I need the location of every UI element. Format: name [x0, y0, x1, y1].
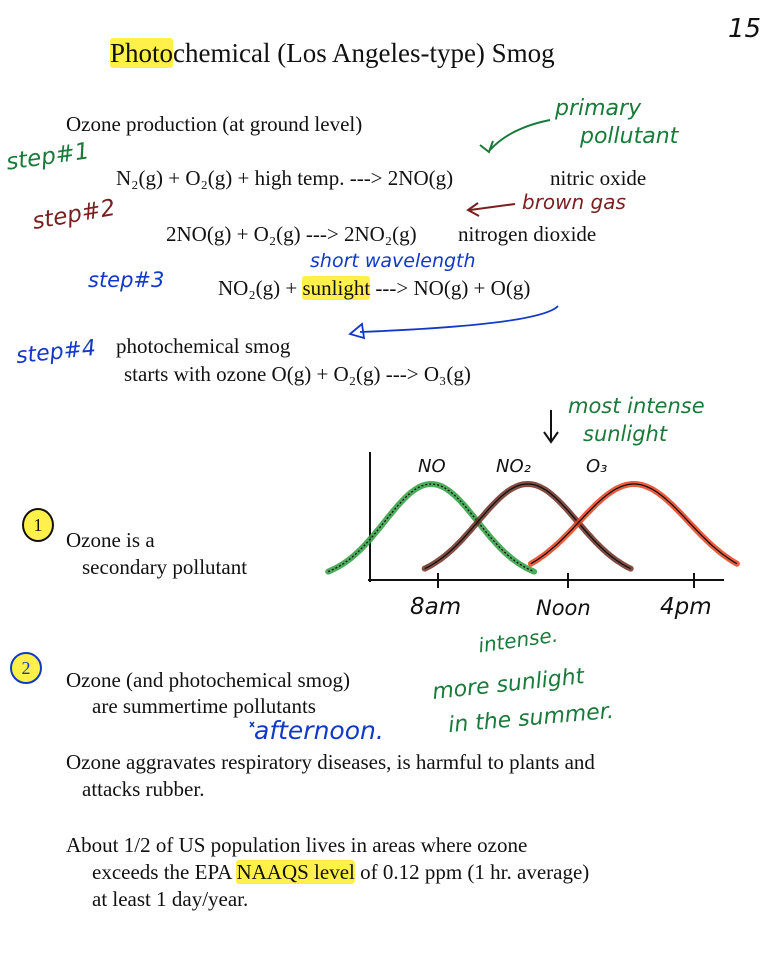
chart-x-tick-noon: Noon — [536, 596, 591, 620]
chart-x-tick-4pm: 4pm — [660, 594, 712, 620]
point-1-badge: 1 — [22, 508, 54, 542]
annotation-most-intense: most intense — [568, 394, 705, 418]
step-1-label: step#1 — [4, 138, 92, 176]
paragraph-2-line2b: of 0.12 ppm (1 hr. average) — [354, 860, 590, 884]
step-4-line2: starts with ozone O(g) + O₂(g) ---> O₃(g) — [124, 362, 471, 386]
paragraph-2-line2a: exceeds the EPA — [92, 860, 237, 884]
step-2-name: nitrogen dioxide — [458, 222, 597, 246]
annotation-brown-gas: brown gas — [522, 190, 626, 214]
intro-text: Ozone production (at ground level) — [66, 112, 363, 136]
arrowhead-primary-pollutant — [480, 141, 493, 152]
point-2-line2: are summertime pollutants — [92, 694, 316, 718]
step-3-eq-b: ---> NO(g) + O(g) — [375, 276, 531, 300]
paragraph-1-line1: Ozone aggravates respiratory diseases, is harmful to plants and — [66, 750, 595, 774]
chart-series-2-line — [531, 484, 737, 564]
point-1-line2: secondary pollutant — [82, 555, 248, 579]
chart-x-tick-8am: 8am — [410, 594, 462, 620]
arrow-primary-pollutant — [490, 120, 550, 150]
step-4-line1: photochemical smog — [116, 334, 291, 358]
annotation-primary: primary — [555, 96, 642, 121]
annotation-short-wavelength: short wavelength — [310, 250, 476, 272]
step-3-eq-a: NO₂(g) + — [218, 276, 298, 300]
point-2-badge: 2 — [10, 652, 42, 684]
naaqs-highlight: NAAQS level — [236, 860, 355, 884]
title-rest: chemical (Los Angeles-type) Smog — [173, 38, 555, 68]
sunlight-highlight: sunlight — [302, 276, 371, 300]
page-number: 15 — [728, 14, 762, 44]
annotation-intense: intense. — [476, 622, 560, 658]
annotation-sunlight: sunlight — [583, 422, 668, 446]
chart-series-2-fill-stroke — [531, 484, 737, 564]
chart-curves — [328, 484, 737, 572]
chart-series-label-no: NO — [418, 456, 446, 477]
point-2-line1: Ozone (and photochemical smog) — [66, 668, 350, 692]
annotation-more-sunlight: more sunlight — [431, 664, 586, 705]
paragraph-1-line2: attacks rubber. — [82, 777, 205, 801]
point-1-line1: Ozone is a — [66, 528, 155, 552]
annotation-in-summer: in the summer. — [447, 698, 615, 739]
step-2-label: step#2 — [30, 194, 118, 236]
chart-series-label-no2: NO₂ — [496, 456, 531, 477]
annotation-pollutant: pollutant — [580, 124, 679, 149]
chart-series-label-o3: O₃ — [586, 456, 608, 477]
step-1-equation: N₂(g) + O₂(g) + high temp. ---> 2NO(g) — [116, 166, 454, 190]
paragraph-2-line3: at least 1 day/year. — [92, 887, 249, 911]
annotation-afternoon: afternoon. — [254, 716, 384, 745]
step-3-label: step#3 — [88, 268, 165, 292]
arrow-oxygen-atom — [360, 306, 558, 332]
step-1-name: nitric oxide — [550, 166, 647, 190]
step-2-equation: 2NO(g) + O₂(g) ---> 2NO₂(g) — [166, 222, 417, 246]
title-highlight: Photo — [110, 38, 174, 68]
afternoon-mark — [250, 722, 254, 727]
arrowhead-oxygen-atom — [350, 324, 364, 338]
step-4-label: step#4 — [14, 335, 98, 370]
paragraph-2-line1: About 1/2 of US population lives in areas where ozone — [66, 833, 528, 857]
